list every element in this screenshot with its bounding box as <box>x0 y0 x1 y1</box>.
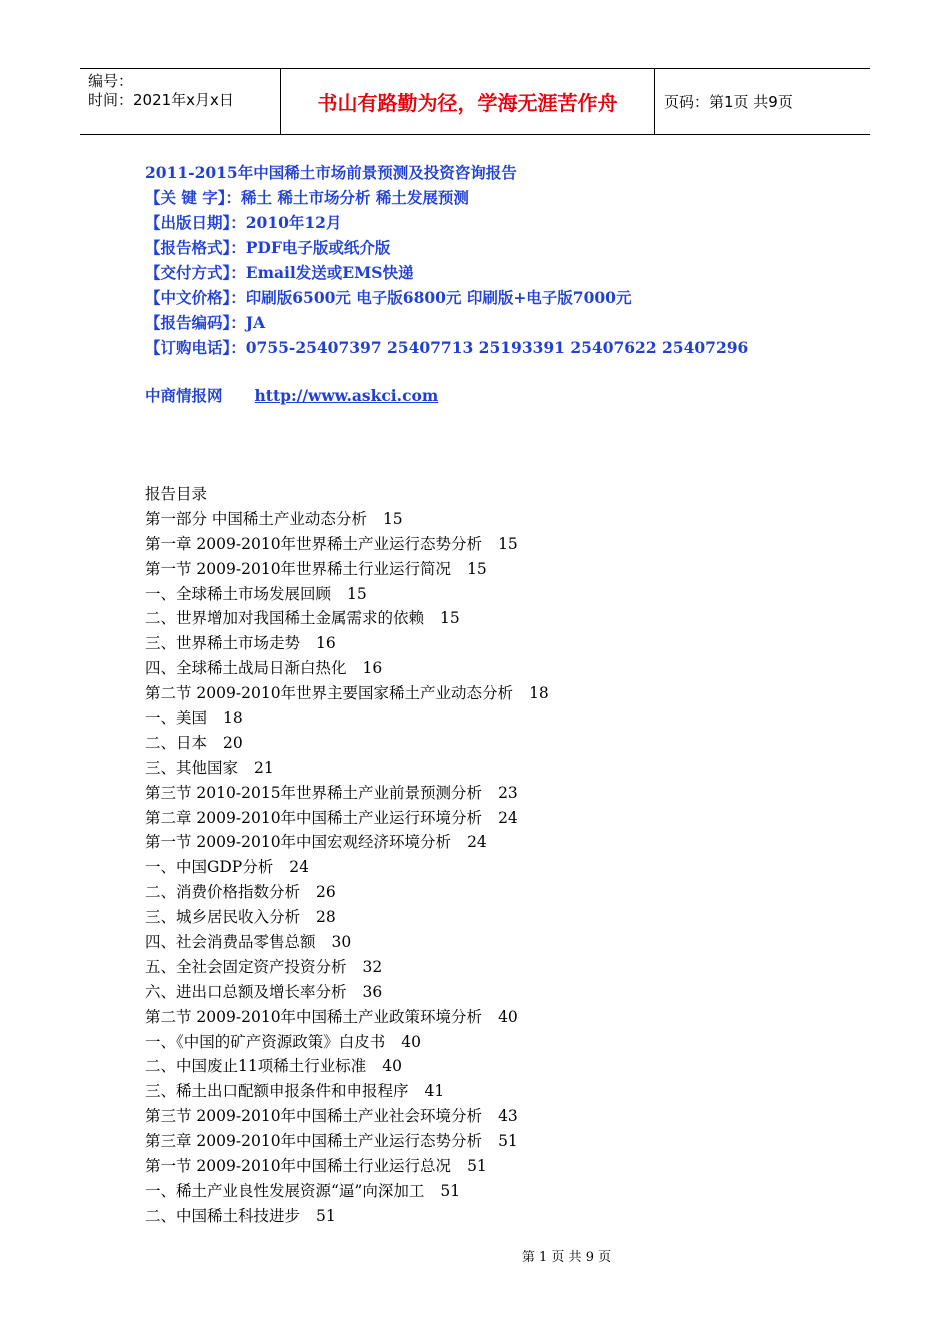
toc-entry <box>145 955 549 980</box>
toc-entry-title: 一、美国 <box>145 709 208 728</box>
toc-entry-title: 二、世界增加对我国稀土金属需求的依赖 <box>145 609 425 628</box>
info-line: 【交付方式】：Email发送或EMS快递 <box>145 263 414 282</box>
toc-entry <box>145 880 549 905</box>
site-line <box>145 383 438 408</box>
toc-entry-title: 一、《中国的矿产资源政策》白皮书 <box>145 1032 386 1051</box>
toc-entry-page: 15 <box>382 509 403 528</box>
toc-entry-title: 第一部分 中国稀土产业动态分析 <box>145 509 367 528</box>
toc-entry-title: 报告目录 <box>145 485 208 503</box>
toc-entry-page: 36 <box>362 982 383 1001</box>
toc-entry <box>145 1204 549 1229</box>
table-of-contents <box>145 482 549 1229</box>
toc-entry-title: 第二节 2009-2010年中国稀土产业政策环境分析 <box>145 1007 483 1026</box>
number-label: 编号： <box>88 72 134 90</box>
toc-entry <box>145 905 549 930</box>
toc-entry-page: 15 <box>467 559 487 578</box>
date-label: 时间：2021年x月x日 <box>88 91 234 109</box>
toc-entry <box>145 656 549 681</box>
toc-entry-title: 六、进出口总额及增长率分析 <box>145 982 347 1001</box>
toc-entry-page: 40 <box>401 1032 421 1051</box>
toc-entry-page: 16 <box>362 659 383 678</box>
toc-entry-title: 三、稀土出口配额申报条件和申报程序 <box>145 1082 409 1101</box>
toc-entry-page: 51 <box>498 1132 518 1151</box>
toc-entry-page: 40 <box>382 1057 402 1076</box>
report-title: 2011-2015年中国稀土市场前景预测及投资咨询报告 <box>145 163 517 182</box>
toc-entry <box>145 756 549 781</box>
info-line: 【关 键 字】：稀土 稀土市场分析 稀土发展预测 <box>145 188 469 207</box>
info-line: 【报告编码】：JA <box>145 313 266 332</box>
toc-entry-page: 18 <box>223 709 243 728</box>
toc-entry-title: 二、中国废止11项稀土行业标准 <box>145 1057 367 1076</box>
toc-entry <box>145 806 549 831</box>
toc-entry <box>145 557 549 582</box>
toc-entry-title: 一、中国GDP分析 <box>145 858 274 877</box>
toc-entry <box>145 1104 549 1129</box>
report-info <box>145 160 748 360</box>
toc-entry-page: 40 <box>498 1007 518 1026</box>
toc-entry-title: 二、日本 <box>145 733 208 752</box>
toc-entry <box>145 1129 549 1154</box>
toc-entry <box>145 1154 549 1179</box>
toc-entry-title: 一、全球稀土市场发展回顾 <box>145 584 332 603</box>
motto: 书山有路勤为径，学海无涯苦作舟 <box>281 69 655 134</box>
toc-entry-title: 三、其他国家 <box>145 758 239 777</box>
toc-entry-title: 第二节 2009-2010年世界主要国家稀土产业动态分析 <box>145 684 514 703</box>
toc-entry-title: 五、全社会固定资产投资分析 <box>145 957 347 976</box>
toc-entry-page: 43 <box>498 1107 518 1126</box>
header-left-cell <box>80 69 281 134</box>
info-line: 【订购电话】：0755-25407397 25407713 25193391 25407622 25407296 <box>145 338 749 357</box>
toc-entry <box>145 855 549 880</box>
toc-entry-title: 第一章 2009-2010年世界稀土产业运行态势分析 <box>145 534 483 553</box>
toc-entry-title: 第一节 2009-2010年中国宏观经济环境分析 <box>145 833 452 852</box>
toc-entry-title: 第一节 2009-2010年中国稀土行业运行总况 <box>145 1157 452 1176</box>
toc-entry-title: 第三章 2009-2010年中国稀土产业运行态势分析 <box>145 1132 483 1151</box>
page-label: 页码：第1页 共9页 <box>664 93 793 111</box>
toc-entry-page: 20 <box>223 733 243 752</box>
toc-entry-title: 三、世界稀土市场走势 <box>145 634 301 653</box>
toc-entry-title: 第二章 2009-2010年中国稀土产业运行环境分析 <box>145 808 483 827</box>
toc-entry-title: 一、稀土产业良性发展资源“逼”向深加工 <box>145 1181 425 1200</box>
toc-entry <box>145 582 549 607</box>
toc-entry-title: 三、城乡居民收入分析 <box>145 908 301 927</box>
toc-entry <box>145 606 549 631</box>
toc-entry <box>145 1079 549 1104</box>
toc-heading <box>145 482 549 507</box>
site-name: 中商情报网 <box>145 386 223 405</box>
toc-entry-page: 24 <box>289 858 309 877</box>
toc-entry-title: 第三节 2009-2010年中国稀土产业社会环境分析 <box>145 1107 483 1126</box>
toc-entry-title: 四、社会消费品零售总额 <box>145 933 316 952</box>
toc-entry <box>145 681 549 706</box>
toc-entry-page: 23 <box>498 783 518 802</box>
toc-entry-page: 51 <box>440 1181 461 1200</box>
toc-entry <box>145 631 549 656</box>
toc-entry <box>145 830 549 855</box>
toc-entry-title: 第三节 2010-2015年世界稀土产业前景预测分析 <box>145 783 483 802</box>
info-line: 【报告格式】：PDF电子版或纸介版 <box>145 238 391 257</box>
toc-entry-page: 41 <box>424 1082 445 1101</box>
toc-entry <box>145 507 549 532</box>
toc-entry-page: 24 <box>467 833 487 852</box>
toc-entry-page: 28 <box>316 908 336 927</box>
toc-entry <box>145 1030 549 1055</box>
toc-entry-title: 二、中国稀土科技进步 <box>145 1206 301 1225</box>
toc-entry <box>145 781 549 806</box>
toc-entry-page: 15 <box>440 609 460 628</box>
toc-entry-title: 四、全球稀土战局日渐白热化 <box>145 659 347 678</box>
toc-entry <box>145 930 549 955</box>
toc-entry-title: 二、消费价格指数分析 <box>145 883 301 902</box>
toc-entry-page: 26 <box>316 883 336 902</box>
toc-entry-page: 15 <box>347 584 367 603</box>
toc-entry-page: 32 <box>362 957 383 976</box>
toc-entry-page: 18 <box>529 684 549 703</box>
page-footer: 第 1 页 共 9 页 <box>521 1250 612 1265</box>
toc-entry-page: 51 <box>316 1206 336 1225</box>
site-url-link[interactable]: http://www.askci.com <box>254 386 439 405</box>
toc-entry-title: 第一节 2009-2010年世界稀土行业运行简况 <box>145 559 452 578</box>
toc-entry <box>145 706 549 731</box>
toc-entry <box>145 1179 549 1204</box>
info-line: 【出版日期】：2010年12月 <box>145 213 342 232</box>
toc-entry-page: 15 <box>498 534 518 553</box>
toc-entry-page: 30 <box>331 933 352 952</box>
toc-entry-page: 51 <box>467 1157 487 1176</box>
info-line: 【中文价格】：印刷版6500元 电子版6800元 印刷版+电子版7000元 <box>145 288 632 307</box>
toc-entry <box>145 731 549 756</box>
toc-entry-page: 16 <box>316 634 336 653</box>
toc-entry-page: 24 <box>498 808 518 827</box>
toc-entry <box>145 1005 549 1030</box>
toc-entry <box>145 1054 549 1079</box>
document-header <box>80 68 870 135</box>
toc-entry <box>145 980 549 1005</box>
toc-entry-page: 21 <box>254 758 274 777</box>
toc-entry <box>145 532 549 557</box>
